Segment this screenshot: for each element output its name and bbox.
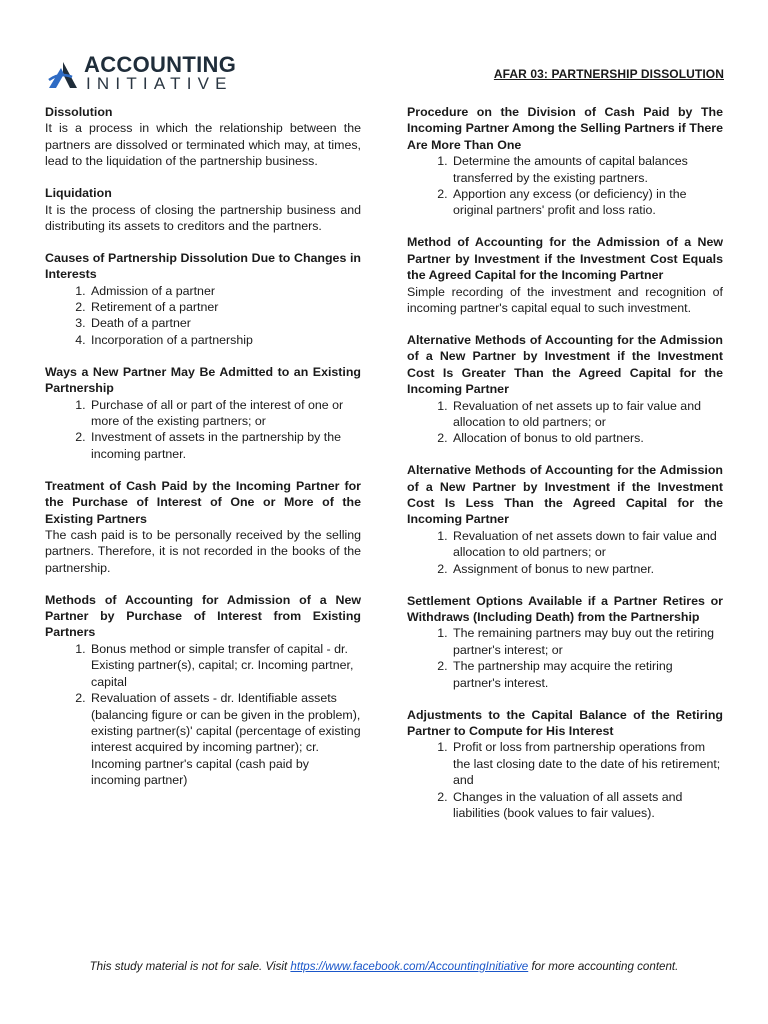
section (407, 234, 723, 316)
list-item: 1. Profit or loss from partnership operations from the last closing date to the date of his retirement; and (451, 739, 723, 788)
section (45, 364, 361, 462)
list-item: 1. Admission of a partner (89, 283, 361, 299)
list-item: 1. Determine the amounts of capital balances transferred by the existing partners. (451, 153, 723, 186)
section (407, 332, 723, 447)
section-body: It is the process of closing the partnership business and distributing its assets to creditors and the partners. (45, 202, 361, 233)
document-title: AFAR 03: PARTNERSHIP DISSOLUTION (493, 67, 724, 81)
section-heading: Dissolution (45, 105, 113, 119)
section-body: Simple recording of the investment and recognition of incoming partner's capital equal to such investment. (407, 284, 723, 315)
section (407, 104, 723, 219)
section (45, 104, 361, 170)
section-heading: Ways a New Partner May Be Admitted to an Existing Partnership (45, 364, 361, 396)
list-item: 2. Revaluation of assets - dr. Identifiable assets (balancing figure or can be given in the problem), existing partner(s)' capital (percentage of existing interest acquired by incoming partner); cr. Incoming partner's capital (cash paid by incoming partner) (89, 690, 361, 788)
section-heading: Liquidation (45, 186, 112, 201)
list-item: 2. Apportion any excess (or deficiency) in the original partners' profit and loss ratio. (451, 186, 723, 219)
list-item: 2. Assignment of bonus to new partner. (451, 561, 723, 577)
numbered-list (407, 153, 723, 219)
section-heading: Alternative Methods of Accounting for the Admission of a New Partner by Investment if the Investment Cost Is Greater Than the Agreed Capital for the Incoming Partner (407, 332, 723, 397)
section (45, 478, 361, 576)
section-heading: Adjustments to the Capital Balance of the Retiring Partner to Compute for His Interest (407, 707, 723, 738)
section-heading: Method of Accounting for the Admission of a New Partner by Investment if the Investment Cost Equals the Agreed Capital for the Incoming Partner (407, 235, 723, 283)
numbered-list (45, 641, 361, 789)
accounting-initiative-logo (46, 54, 266, 94)
section-heading: Alternative Methods of Accounting for the Admission of a New Partner by Investment if the Investment Cost Is Less Than the Agreed Capital for the Incoming Partner (407, 463, 723, 527)
logo-mark-icon (46, 60, 80, 90)
numbered-list (407, 398, 723, 447)
list-item: 2. Retirement of a partner (89, 299, 361, 315)
list-item: 1. The remaining partners may buy out the retiring partner's interest; or (451, 625, 723, 658)
list-item: 1. Revaluation of net assets up to fair value and allocation to old partners; or (451, 398, 723, 431)
left-column (45, 104, 361, 804)
section-heading: Settlement Options Available if a Partner Retires or Withdraws (Including Death) from the Partnership (407, 593, 723, 624)
list-item: 1. Revaluation of net assets down to fair value and allocation to old partners; or (451, 528, 723, 561)
section-heading: Methods of Accounting for Admission of a New Partner by Purchase of Interest from Existing Partners (45, 592, 361, 640)
section-body: It is a process in which the relationship between the partners are dissolved or terminated which may, at times, lead to the liquidation of the partnership business. (45, 121, 361, 169)
list-item: 1. Purchase of all or part of the interest of one or more of the existing partners; or (89, 397, 361, 430)
footer-suffix: for more accounting content. (528, 960, 679, 973)
right-column (407, 104, 723, 837)
numbered-list (407, 528, 723, 577)
list-item: 2. Investment of assets in the partnership by the incoming partner. (89, 429, 361, 462)
list-item: 2. Allocation of bonus to old partners. (451, 430, 723, 446)
section-body: The cash paid is to be personally received by the selling partners. Therefore, it is not recorded in the books of the partnership. (45, 527, 361, 575)
section (45, 592, 361, 789)
list-item: 2. The partnership may acquire the retiring partner's interest. (451, 658, 723, 691)
section (407, 707, 723, 822)
numbered-list (45, 283, 361, 349)
list-item: 3. Death of a partner (89, 315, 361, 331)
section-heading: Causes of Partnership Dissolution Due to Changes in Interests (45, 250, 361, 282)
list-item: 2. Changes in the valuation of all assets and liabilities (book values to fair values). (451, 789, 723, 822)
section (45, 250, 361, 348)
section (407, 462, 723, 577)
list-item: 4. Incorporation of a partnership (89, 332, 361, 348)
list-item: 1. Bonus method or simple transfer of capital - dr. Existing partner(s), capital; cr. Incoming partner, capital (89, 641, 361, 690)
logo-wordmark-bottom: INITIATIVE (86, 74, 233, 93)
footer-note (0, 960, 768, 973)
footer-prefix: This study material is not for sale. Visit (89, 960, 291, 973)
section-heading: Procedure on the Division of Cash Paid by The Incoming Partner Among the Selling Partners if There Are More Than One (407, 105, 723, 152)
page-header (46, 54, 724, 94)
section (45, 185, 361, 234)
facebook-link[interactable]: https://www.facebook.com/AccountingInitiative (290, 960, 529, 973)
numbered-list (407, 739, 723, 821)
section-heading: Treatment of Cash Paid by the Incoming Partner for the Purchase of Interest of One or More of the Existing Partners (45, 478, 361, 526)
numbered-list (407, 625, 723, 691)
logo-wordmark-top: ACCOUNTING (84, 52, 237, 77)
numbered-list (45, 397, 361, 463)
section (407, 593, 723, 691)
